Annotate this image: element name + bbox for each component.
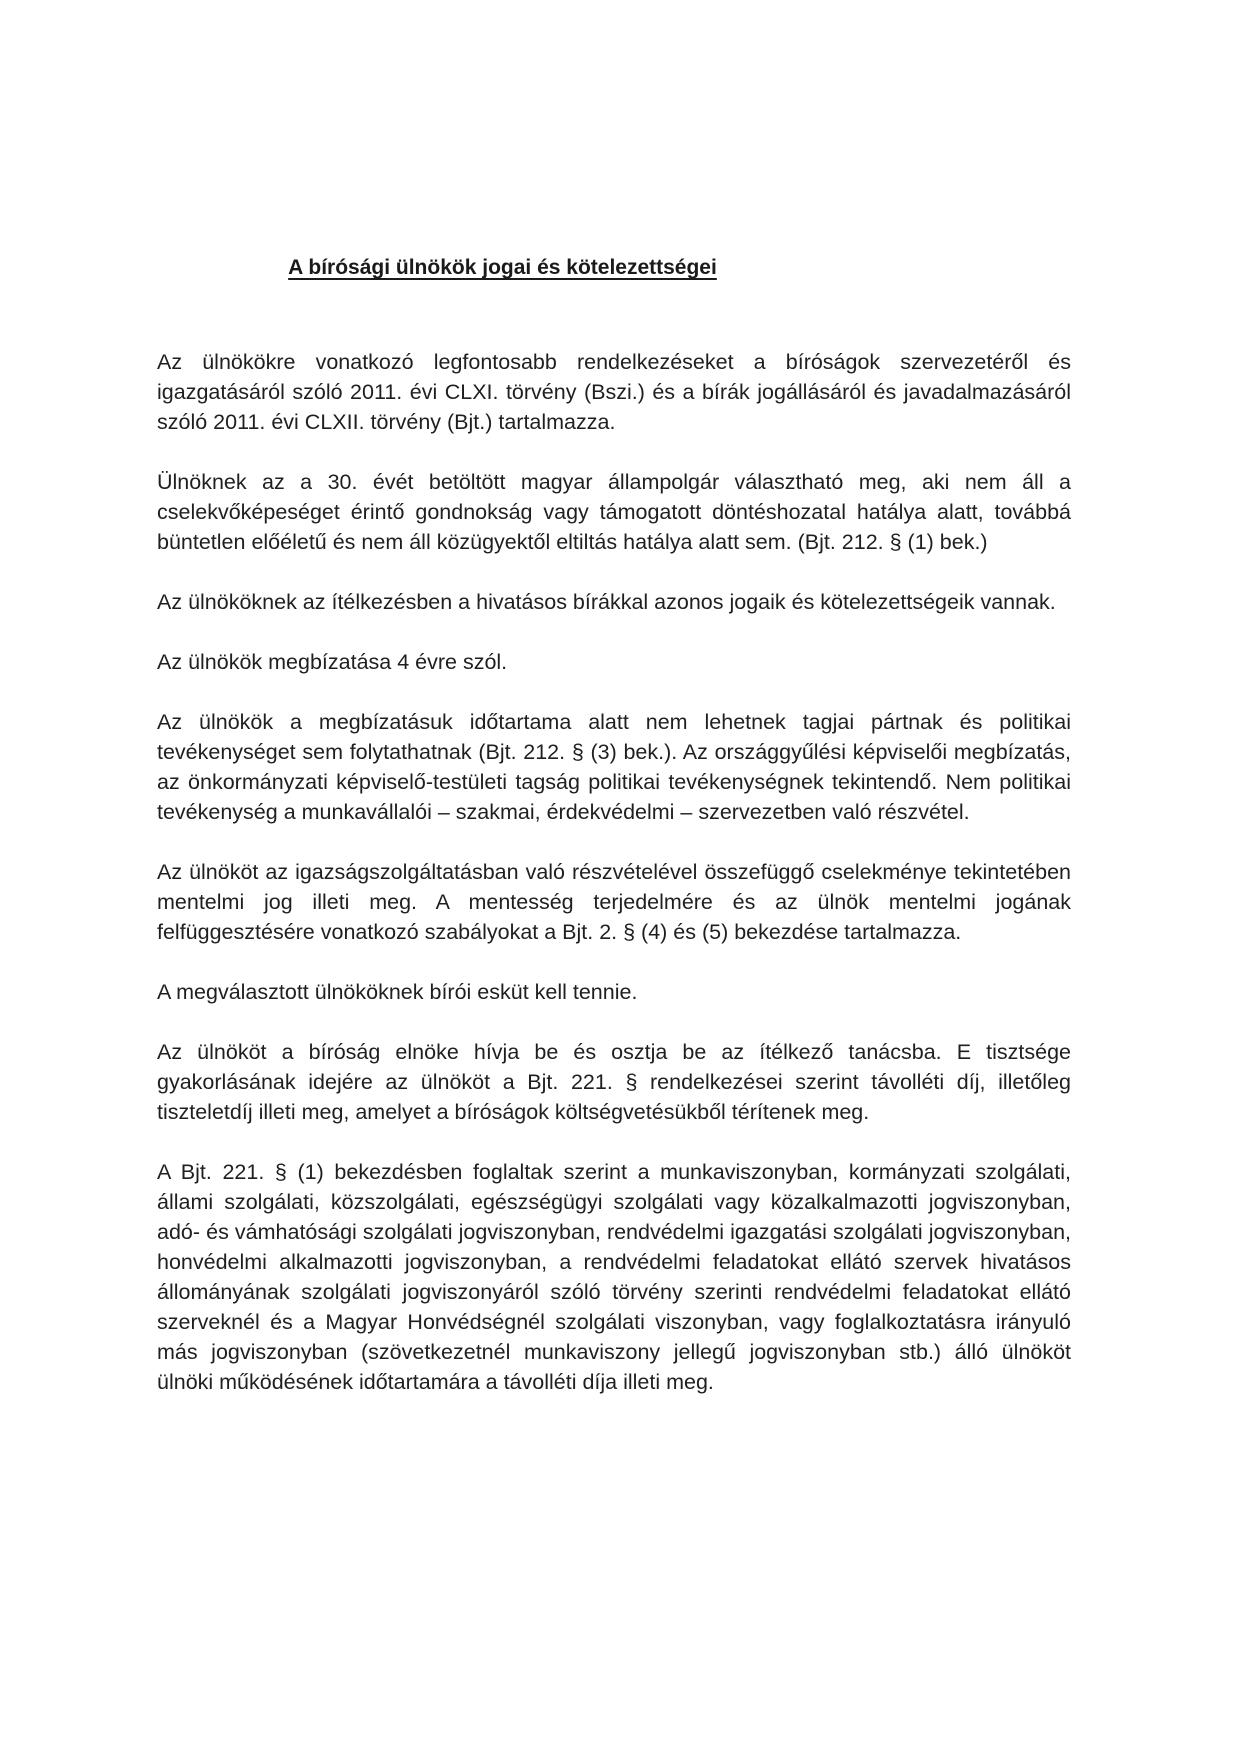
document-body — [157, 347, 1071, 1397]
paragraph-absence-pay: A Bjt. 221. § (1) bekezdésben foglaltak szerint a munkaviszonyban, kormányzati szolgálati, állami szolgálati, közszolgálati, egészségügyi szolgálati vagy közalkalmazotti jogviszonyban, adó- és vámhatósági szolgálati jogviszonyban, rendvédelmi igazgatási szolgálati jogviszonyban, honvédelmi alkalmazotti jogviszonyban, a rendvédelmi feladatokat ellátó szervek hivatásos állományának szolgálati jogviszonyáról szóló törvény szerinti rendvédelmi feladatokat ellátó szerveknél és a Magyar Honvédségnél szolgálati viszonyban, vagy foglalkoztatásra irányuló más jogviszonyban (szövetkezetnél munkaviszony jellegű jogviszonyban stb.) álló ülnököt ülnöki működésének időtartamára a távolléti díja illeti meg. — [157, 1160, 1071, 1394]
paragraph-sources: Az ülnökökre vonatkozó legfontosabb rendelkezéseket a bíróságok szervezetéről és igazgatásáról szóló 2011. évi CLXI. törvény (Bszi.) és a bírák jogállásáról és javadalmazásáról szóló 2011. évi CLXII. törvény (Bjt.) tartalmazza. — [157, 350, 1071, 434]
paragraph-oath: A megválasztott ülnököknek bírói esküt kell tennie. — [157, 980, 638, 1004]
paragraph-political-restrictions: Az ülnökök a megbízatásuk időtartama alatt nem lehetnek tagjai pártnak és politikai tevékenységet sem folytathatnak (Bjt. 212. § (3) bek.). Az országgyűlési képviselői megbízatás, az önkormányzati képviselő-testületi tagság politikai tevékenységnek tekintendő. Nem politikai tevékenység a munkavállalói – szakmai, érdekvédelmi – szervezetben való részvétel. — [157, 710, 1071, 824]
document-title: A bírósági ülnökök jogai és kötelezettségei — [288, 256, 717, 279]
paragraph-term: Az ülnökök megbízatása 4 évre szól. — [157, 650, 508, 674]
paragraph-immunity: Az ülnököt az igazságszolgáltatásban való részvételével összefüggő cselekménye tekintetében mentelmi jog illeti meg. A mentesség terjedelmére és az ülnök mentelmi jogának felfüggesztésére vonatkozó szabályokat a Bjt. 2. § (4) és (5) bekezdése tartalmazza. — [157, 860, 1071, 944]
paragraph-assignment: Az ülnököt a bíróság elnöke hívja be és osztja be az ítélkező tanácsba. E tisztsége gyakorlásának idejére az ülnököt a Bjt. 221. § rendelkezései szerint távolléti díj, illetőleg tiszteletdíj illeti meg, amelyet a bíróságok költségvetésükből térítenek meg. — [157, 1040, 1071, 1124]
paragraph-eligibility: Ülnöknek az a 30. évét betöltött magyar állampolgár választható meg, aki nem áll a cselekvőképeséget érintő gondnokság vagy támogatott döntéshozatal hatálya alatt, továbbá büntetlen előéletű és nem áll közügyektől eltiltás hatálya alatt sem. (Bjt. 212. § (1) bek.) — [157, 470, 1071, 554]
paragraph-rights: Az ülnököknek az ítélkezésben a hivatásos bírákkal azonos jogaik és kötelezettségeik vannak. — [157, 590, 1056, 614]
